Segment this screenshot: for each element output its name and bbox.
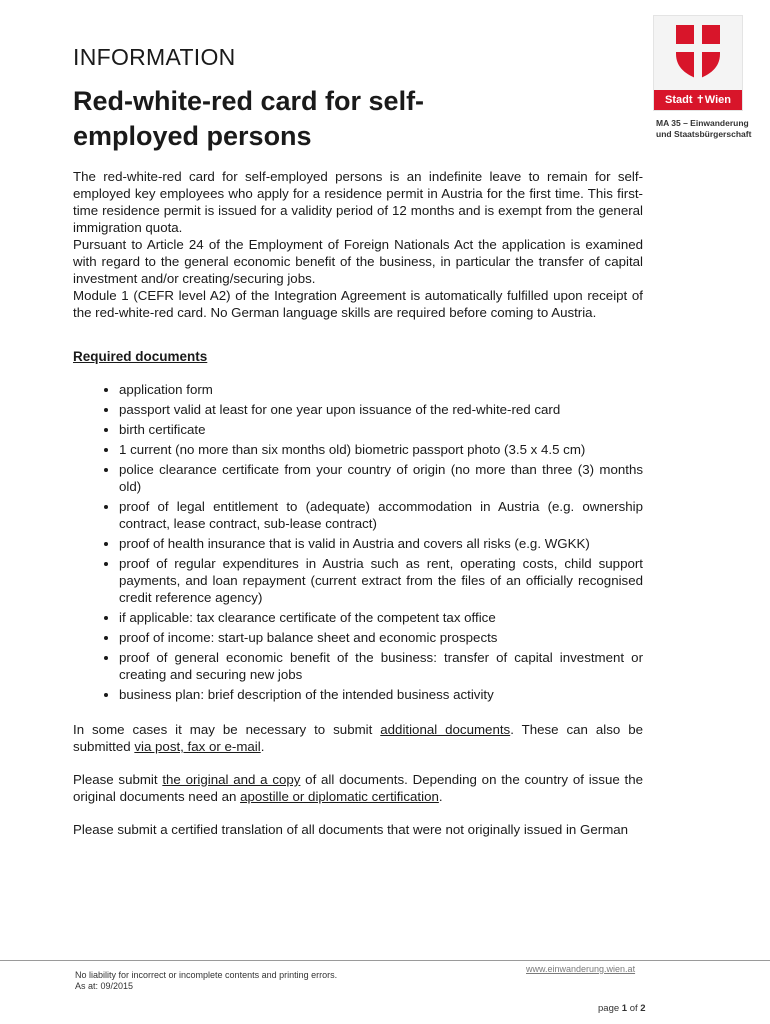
stadt-wien-logo (653, 15, 743, 111)
cross-icon: ✝ (692, 94, 705, 106)
main-content (73, 168, 643, 838)
list-item: • proof of health insurance that is valid in Austria and covers all risks (e.g. WGKK) (119, 535, 643, 552)
list-item: • proof of income: start-up balance sheet and economic prospects (119, 629, 643, 646)
list-item: • passport valid at least for one year upon issuance of the red-white-red card (119, 401, 643, 418)
website-link[interactable]: www.einwanderung.wien.at (526, 964, 636, 974)
document-label: INFORMATION (73, 44, 236, 70)
list-item: • police clearance certificate from your country of origin (no more than three (3) months old) (119, 461, 643, 495)
list-item: • if applicable: tax clearance certificate of the competent tax office (119, 609, 643, 626)
document-title: Red-white-red card for self-employed persons (73, 86, 425, 151)
list-item: • business plan: brief description of the intended business activity (119, 686, 643, 703)
intro-paragraph: Pursuant to Article 24 of the Employment of Foreign Nationals Act the application is examined with regard to the general economic benefit of the business, in particular the transfer of capital investment and/or creating/securing jobs. (73, 237, 643, 286)
required-documents-list (73, 381, 643, 703)
vienna-coat-of-arms-icon (675, 24, 721, 80)
intro-section (73, 168, 643, 321)
original-and-copy-link[interactable]: the original and a copy (162, 772, 301, 787)
footer-divider (0, 960, 770, 961)
intro-paragraph: The red-white-red card for self-employed persons is an indefinite leave to remain for self-employed key employees who apply for a residence permit in Austria for the first time. This first-time residence permit is issued for a validity period of 12 months and is exempt from the general immigration quota. (73, 169, 643, 235)
translation-paragraph: Please submit a certified translation of all documents that were not originally issued in German (73, 822, 629, 837)
logo-wordmark: Stadt ✝Wien (654, 90, 742, 110)
required-documents-heading: Required documents (73, 349, 208, 364)
page-number: page 1 of 2 (598, 1003, 646, 1014)
footer-disclaimer: No liability for incorrect or incomplete contents and printing errors. As at: 09/2015 (75, 970, 338, 991)
list-item: • proof of legal entitlement to (adequate) accommodation in Austria (e.g. ownership contract, lease contract, sub-lease contract) (119, 498, 643, 532)
submission-paragraph: Please submit the original and a copy of all documents. Depending on the country of issue the original documents need an apostille or diplomatic certification. (73, 772, 643, 804)
intro-paragraph: Module 1 (CEFR level A2) of the Integration Agreement is automatically fulfilled upon receipt of the red-white-red card. No German language skills are required before coming to Austria. (73, 288, 643, 320)
additional-documents-link[interactable]: additional documents (380, 722, 511, 737)
list-item: • proof of general economic benefit of the business: transfer of capital investment or creating and securing new jobs (119, 649, 643, 683)
apostille-link[interactable]: apostille or diplomatic certification (240, 789, 439, 804)
list-item: • proof of regular expenditures in Austria such as rent, operating costs, child support payments, and loan repayment (current extract from the files of an officially recognised credit reference agency) (119, 555, 643, 606)
additional-documents-paragraph: In some cases it may be necessary to submit additional documents. These can also be submitted via post, fax or e-mail. (73, 722, 643, 754)
list-item: • 1 current (no more than six months old) biometric passport photo (3.5 x 4.5 cm) (119, 441, 643, 458)
department-name: MA 35 – Einwanderung und Staatsbürgerschaft (656, 118, 752, 139)
submission-methods-link[interactable]: via post, fax or e-mail (134, 739, 261, 754)
list-item: • birth certificate (119, 421, 643, 438)
list-item: • application form (119, 381, 643, 398)
as-at-date: As at: 09/2015 (75, 981, 134, 991)
